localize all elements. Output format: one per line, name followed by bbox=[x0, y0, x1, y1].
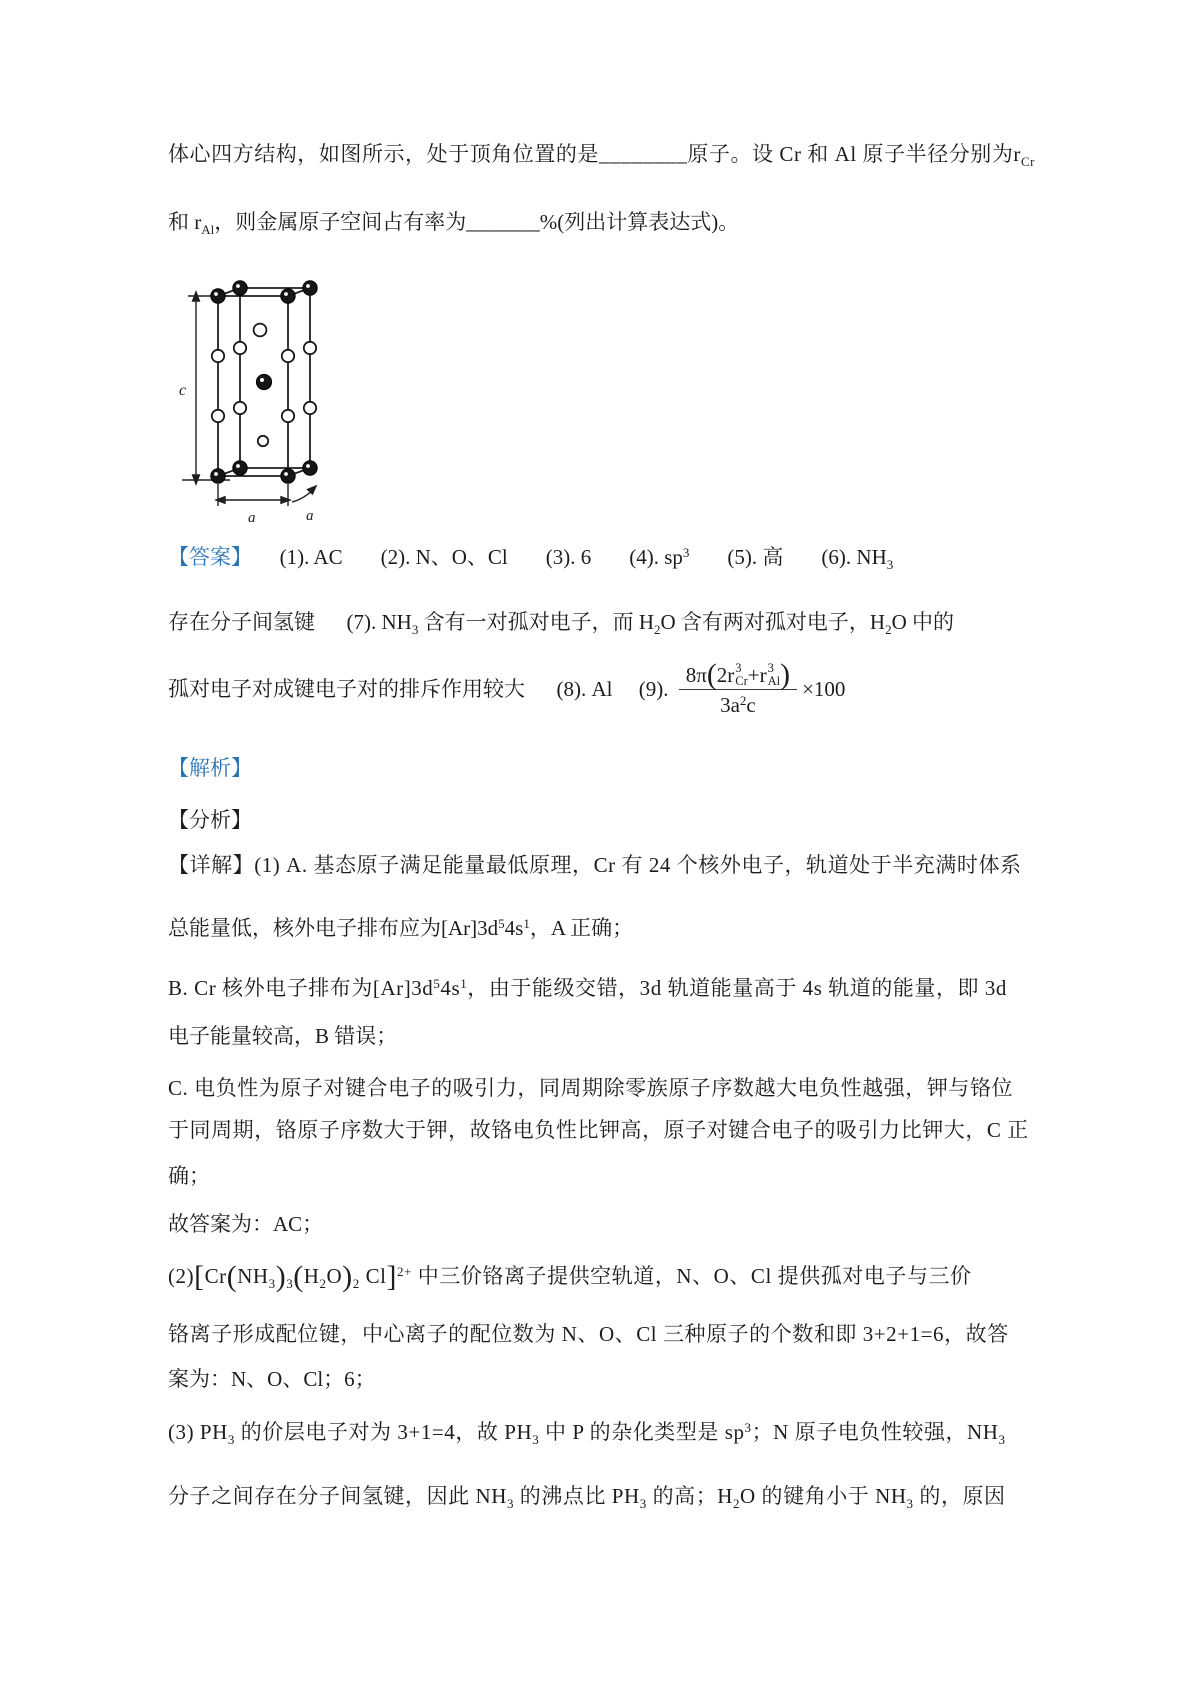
answer-line-formula bbox=[168, 648, 1048, 732]
detail-line: 电子能量较高，B 错误； bbox=[168, 1024, 398, 1048]
detail-line: C. 电负性为原子对键合电子的吸引力，同周期除零族原子序数越大电负性越强，钾与铬位 bbox=[168, 1076, 1014, 1100]
a-axis-label: a bbox=[248, 510, 256, 526]
fraction-numerator: 8π ( 2r 3 Cr +r 3 Al ) bbox=[679, 662, 797, 690]
section-jiexi-label: 【解析】 bbox=[168, 756, 252, 780]
answer-label: 【答案】 bbox=[168, 545, 252, 569]
detail-line: 总能量低，核外电子排布应为$[Ar]3d^54s^1$，A 正确； bbox=[168, 916, 634, 940]
fraction bbox=[679, 657, 797, 719]
answer-item: (4). $sp^3$ bbox=[629, 545, 690, 569]
a-dimension-lines bbox=[216, 484, 316, 506]
corner-atoms bbox=[211, 281, 317, 483]
detail-line: 铬离子形成配位键，中心离子的配位数为 N、O、Cl 三种原子的个数和即 3+2+1=6，故答 bbox=[168, 1322, 1009, 1346]
body-center-atom bbox=[256, 374, 271, 389]
interior-atom bbox=[254, 324, 267, 337]
section-fenxi-label: 【分析】 bbox=[168, 808, 252, 832]
c-dimension-line bbox=[182, 292, 230, 484]
answer-line bbox=[168, 543, 1068, 572]
answer-item: (3). 6 bbox=[545, 545, 592, 569]
detail-line: 于同周期，铬原子序数大于钾，故铬电负性比钾高，原子对键合电子的吸引力比钾大，C 正 bbox=[168, 1118, 1029, 1142]
detail-line: (3) $PH_3$ 的价层电子对为 3+1=4，故 $PH_3$ 中 P 的杂化类型是 $sp^3$；N 原子电负性较强，$NH_3$ bbox=[168, 1420, 1006, 1447]
answer-item: (5). 高 bbox=[727, 545, 784, 569]
detail-line: 【详解】(1) A. 基态原子满足能量最低原理，Cr 有 24 个核外电子，轨道处于半充满时体系 bbox=[168, 853, 1022, 877]
question-text-line: 和 $r_{Al}$，则金属原子空间占有率为_______%(列出计算表达式)。 bbox=[168, 210, 740, 237]
detail-line: 分子之间存在分子间氢键，因此 $NH_3$ 的沸点比 $PH_3$ 的高；$H_2O$ 的键角小于 $NH_3$ 的，原因 bbox=[168, 1484, 1006, 1511]
detail-line: B. Cr 核外电子排布为$[Ar]3d^54s^1$，由于能级交错，3d 轨道能量高于 4s 轨道的能量，即 3d bbox=[168, 976, 1007, 1000]
detail-line: 故答案为：AC； bbox=[168, 1212, 324, 1236]
answer-item: (2). N、O、Cl bbox=[380, 545, 508, 569]
answer-line: 存在分子间氢键 (7). $NH_3$ 含有一对孤对电子，而 $H_2O$ 含有两对孤对电子，$H_2O$ 中的 bbox=[168, 610, 955, 637]
answer-item: (6). $NH_3$ bbox=[821, 545, 894, 572]
interior-atom bbox=[258, 436, 268, 446]
detail-line: 确； bbox=[168, 1164, 210, 1188]
detail-line: $(2)[Cr(NH_3)_3(H_2O)_2$ Cl]$^{2+}$ 中三价铬离子提供空轨道，N、O、Cl 提供孤对电子与三价 bbox=[168, 1259, 972, 1293]
detail-line: 案为：N、O、Cl；6； bbox=[168, 1367, 376, 1391]
question-text-line: 体心四方结构，如图所示，处于顶角位置的是________原子。设 Cr 和 Al 原子半径分别为$r_{Cr}$ bbox=[168, 142, 1036, 169]
c-axis-label: c bbox=[179, 382, 187, 399]
answer-line3-text: 孤对电子对成键电子对的排斥作用较大 (8). Al (9). bbox=[168, 677, 674, 702]
answer-items bbox=[280, 543, 1068, 572]
fraction-multiplier: ×100 bbox=[802, 677, 846, 702]
crystal-structure-figure bbox=[168, 248, 406, 538]
answer-item: (1). AC bbox=[279, 545, 343, 569]
a-axis-label: a bbox=[306, 508, 314, 524]
fraction-denominator: $3a^2c$ bbox=[720, 693, 756, 717]
